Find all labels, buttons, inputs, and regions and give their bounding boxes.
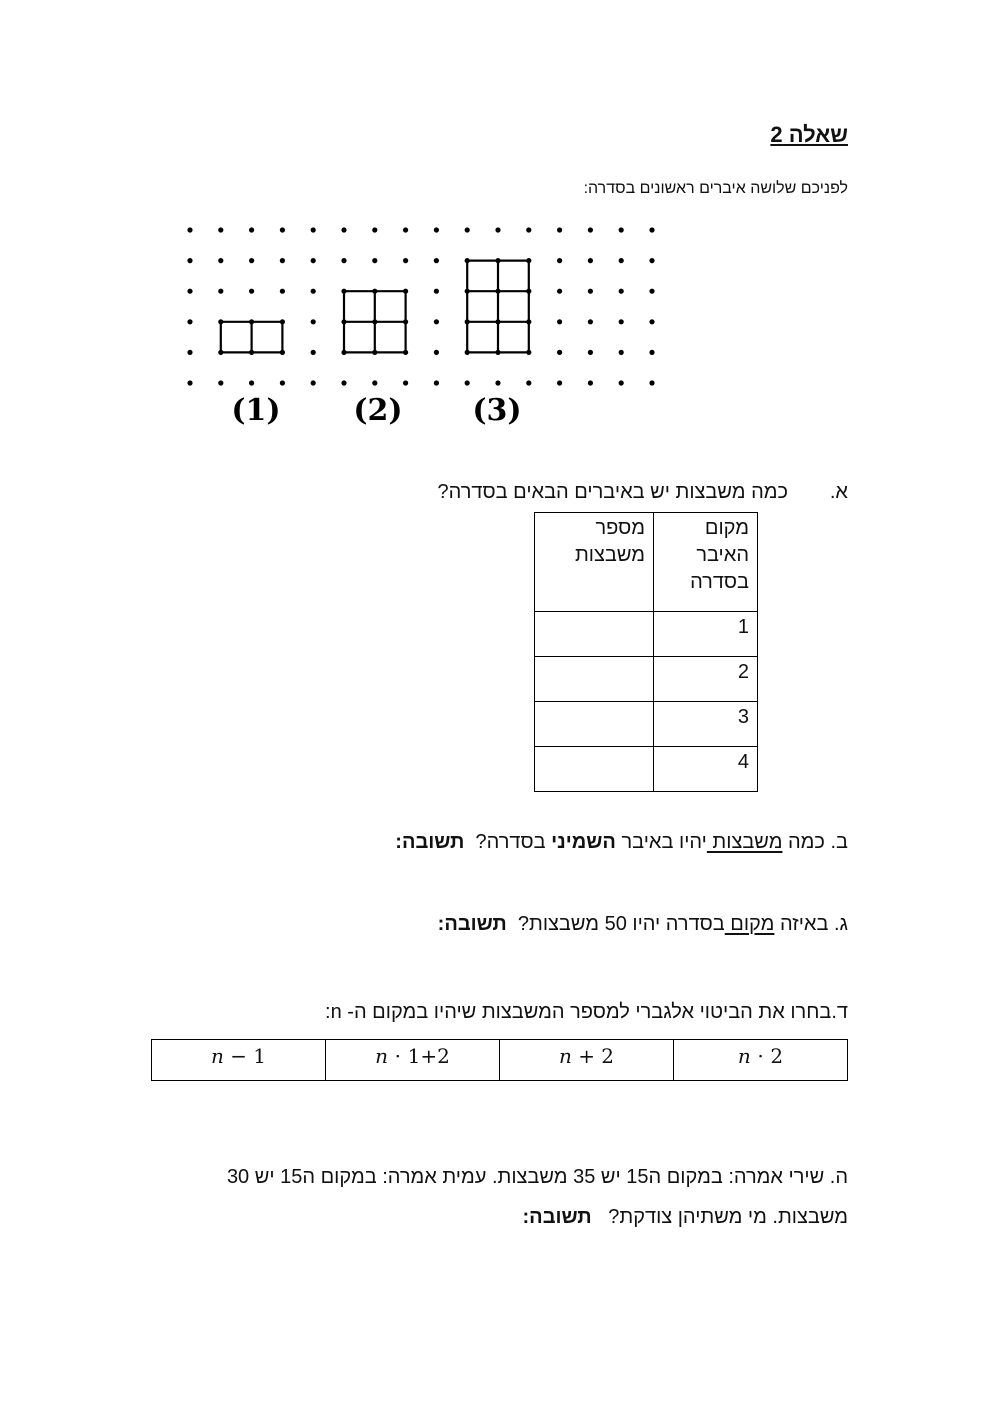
grid-dot xyxy=(434,258,439,263)
grid-dot xyxy=(218,380,223,385)
grid-dot xyxy=(495,380,500,385)
question-h-line1: ה. שירי אמרה: במקום ה15 יש 35 משבצות. עמית אמרה: במקום ה15 יש 30 xyxy=(226,1166,848,1188)
intro-text: לפניכם שלושה איברים ראשונים בסדרה: xyxy=(583,180,848,197)
option-cell[interactable] xyxy=(152,1040,326,1081)
table-row xyxy=(535,747,758,792)
answer-label: תשובה: xyxy=(395,831,465,853)
grid-dot xyxy=(249,227,254,232)
header-position-line: מקום xyxy=(704,517,749,539)
grid-dot xyxy=(218,227,223,232)
grid-dot xyxy=(249,380,254,385)
grid-dot xyxy=(187,350,192,355)
grid-dot xyxy=(403,380,408,385)
header-count-line: משבצות xyxy=(574,544,645,566)
option-cell[interactable] xyxy=(326,1040,500,1081)
question-d: ד.בחרו את הביטוי אלגברי למספר המשבצות שיהיו במקום ה- n: xyxy=(325,1001,848,1023)
grid-dot xyxy=(403,227,408,232)
grid-dot xyxy=(218,289,223,294)
grid-dot xyxy=(434,227,439,232)
grid-dot xyxy=(187,227,192,232)
question-b-middle: יהיו באיבר xyxy=(615,831,707,853)
grid-dot xyxy=(249,258,254,263)
grid-dot xyxy=(557,258,562,263)
grid-dot xyxy=(249,289,254,294)
figure-label: (3) xyxy=(472,393,522,428)
grid-dot xyxy=(465,227,470,232)
answer-label: תשובה: xyxy=(437,913,507,935)
grid-dot xyxy=(649,319,654,324)
grid-dot xyxy=(280,380,285,385)
dot-grid xyxy=(187,227,654,385)
question-g xyxy=(438,913,848,936)
grid-dot xyxy=(649,350,654,355)
grid-dot xyxy=(465,380,470,385)
grid-dot xyxy=(280,289,285,294)
grid-dot xyxy=(341,380,346,385)
header-count xyxy=(535,513,654,612)
grid-dot xyxy=(495,227,500,232)
grid-dot xyxy=(311,380,316,385)
table-row xyxy=(535,702,758,747)
grid-dot xyxy=(649,258,654,263)
count-answer-cell[interactable] xyxy=(535,702,654,747)
header-count-line: מספר xyxy=(595,517,645,539)
grid-dot xyxy=(434,319,439,324)
grid-dot xyxy=(403,258,408,263)
dot-grid-figure xyxy=(180,218,660,428)
grid-dot xyxy=(649,227,654,232)
header-position-line: בסדרה xyxy=(690,571,749,593)
count-answer-cell[interactable] xyxy=(535,657,654,702)
header-position-line: האיבר xyxy=(696,544,749,566)
shape-term-1 xyxy=(221,322,283,353)
question-h-line2 xyxy=(523,1206,848,1229)
question-g-prefix: ג. באיזה xyxy=(774,913,848,935)
grid-dot xyxy=(187,289,192,294)
question-g-suffix: בסדרה יהיו 50 משבצות? xyxy=(517,913,725,935)
grid-dot xyxy=(649,289,654,294)
grid-dot xyxy=(588,227,593,232)
grid-dot xyxy=(341,227,346,232)
grid-dot xyxy=(619,227,624,232)
question-a-text: כמה משבצות יש באיברים הבאים בסדרה? xyxy=(437,481,788,503)
grid-dot xyxy=(311,319,316,324)
option-expression: 𝑛 − 1 xyxy=(210,1044,267,1068)
grid-dot xyxy=(311,227,316,232)
grid-dot xyxy=(311,289,316,294)
grid-dot xyxy=(372,227,377,232)
grid-dot xyxy=(280,258,285,263)
grid-dot xyxy=(341,258,346,263)
grid-dot xyxy=(280,227,285,232)
position-cell: 4 xyxy=(654,747,758,792)
question-b-underlined: משבצות xyxy=(706,831,783,853)
answer-label: תשובה: xyxy=(522,1206,592,1228)
header-position xyxy=(654,513,758,612)
grid-dot xyxy=(619,350,624,355)
grid-dot xyxy=(434,380,439,385)
page-title: שאלה 2 xyxy=(770,122,848,147)
grid-dot xyxy=(619,380,624,385)
grid-dot xyxy=(619,319,624,324)
question-b xyxy=(395,831,848,854)
grid-dot xyxy=(526,380,531,385)
grid-dot xyxy=(218,258,223,263)
grid-dot xyxy=(187,258,192,263)
grid-dot xyxy=(187,380,192,385)
grid-dot xyxy=(557,319,562,324)
count-answer-cell[interactable] xyxy=(535,747,654,792)
grid-dot xyxy=(588,289,593,294)
question-b-bold: השמיני xyxy=(551,831,616,853)
question-g-underlined: מקום xyxy=(724,913,775,935)
positions-table xyxy=(534,512,758,792)
option-cell[interactable] xyxy=(674,1040,848,1081)
position-cell: 1 xyxy=(654,612,758,657)
question-a-letter: א. xyxy=(829,481,848,503)
grid-dot xyxy=(372,258,377,263)
grid-dot xyxy=(526,227,531,232)
grid-dot xyxy=(649,380,654,385)
figure-labels xyxy=(231,393,521,428)
shape-term-3 xyxy=(467,261,529,353)
grid-dot xyxy=(557,289,562,294)
grid-dot xyxy=(588,258,593,263)
figure-label: (2) xyxy=(353,393,403,428)
grid-dot xyxy=(588,350,593,355)
grid-dot xyxy=(588,319,593,324)
grid-dot xyxy=(434,289,439,294)
question-h-line2-text: משבצות. מי משתיהן צודקת? xyxy=(608,1206,848,1228)
grid-dot xyxy=(311,350,316,355)
table-row xyxy=(535,612,758,657)
figure-label: (1) xyxy=(231,393,281,428)
grid-dot xyxy=(619,289,624,294)
grid-dot xyxy=(557,227,562,232)
position-cell: 2 xyxy=(654,657,758,702)
option-expression: 2 ⋅ 𝑛 xyxy=(737,1044,784,1068)
grid-dot xyxy=(557,350,562,355)
grid-dot xyxy=(434,350,439,355)
option-cell[interactable] xyxy=(500,1040,674,1081)
table-row xyxy=(535,657,758,702)
count-answer-cell[interactable] xyxy=(535,612,654,657)
expression-options xyxy=(151,1039,848,1081)
grid-dot xyxy=(588,380,593,385)
grid-dot xyxy=(311,258,316,263)
grid-dot xyxy=(187,319,192,324)
grid-dot xyxy=(557,380,562,385)
grid-dot xyxy=(372,380,377,385)
position-cell: 3 xyxy=(654,702,758,747)
option-expression: 1+2 ⋅ 𝑛 xyxy=(375,1044,450,1068)
option-expression: 𝑛 + 2 xyxy=(558,1044,615,1068)
square-shapes xyxy=(221,261,529,353)
shape-term-2 xyxy=(344,291,406,352)
question-b-prefix: ב. כמה xyxy=(782,831,848,853)
question-b-suffix: בסדרה? xyxy=(475,831,552,853)
grid-dot xyxy=(619,258,624,263)
